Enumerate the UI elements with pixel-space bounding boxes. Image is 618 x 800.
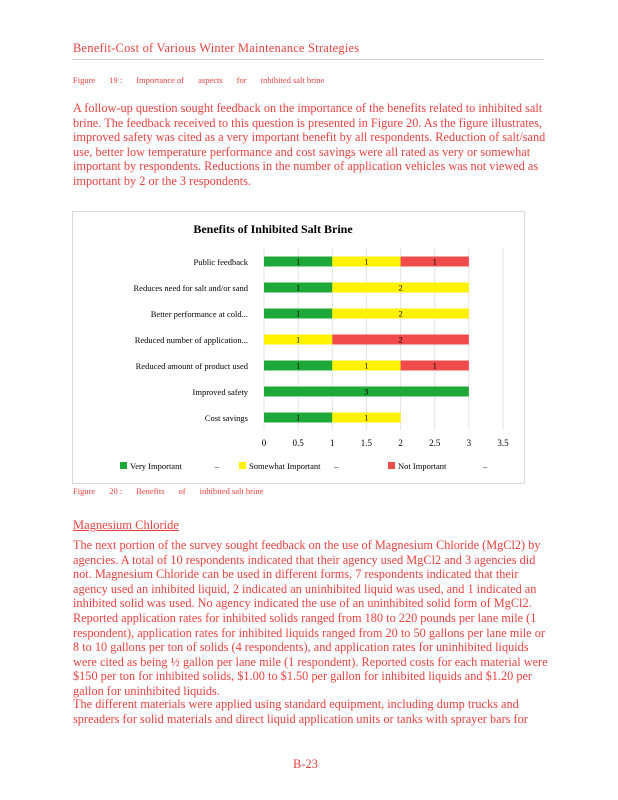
figure-number: 19 : bbox=[109, 75, 123, 85]
data-label: 1 bbox=[296, 361, 301, 371]
legend-swatch bbox=[388, 462, 395, 469]
data-label: 2 bbox=[398, 309, 403, 319]
page-header-title: Benefit-Cost of Various Winter Maintenance Strategies bbox=[73, 41, 360, 55]
caption-word: aspects bbox=[198, 75, 223, 85]
x-tick-label: 0.5 bbox=[292, 438, 304, 448]
x-tick-label: 0 bbox=[261, 438, 267, 448]
legend-swatch bbox=[120, 462, 127, 469]
legend-dash: – bbox=[483, 461, 488, 471]
category-label: Cost savings bbox=[204, 413, 248, 423]
caption-word: inhibited salt brine bbox=[199, 486, 264, 496]
legend-label: Very Important bbox=[130, 461, 182, 471]
page-number: B-23 bbox=[293, 757, 318, 771]
data-label: 2 bbox=[398, 283, 403, 293]
header-divider bbox=[72, 59, 544, 60]
figure-label: Figure bbox=[73, 486, 96, 496]
chart-title: Benefits of Inhibited Salt Brine bbox=[193, 222, 353, 236]
legend-label: Not Important bbox=[398, 461, 447, 471]
category-label: Public feedback bbox=[193, 257, 248, 267]
data-label: 2 bbox=[398, 335, 403, 345]
caption-word: for bbox=[236, 75, 247, 85]
figure-20-caption bbox=[73, 486, 277, 496]
legend-label: Somewhat Important bbox=[249, 461, 321, 471]
data-label: 1 bbox=[364, 361, 369, 371]
x-tick-label: 3 bbox=[466, 438, 472, 448]
category-label: Reduces need for salt and/or sand bbox=[133, 283, 248, 293]
data-label: 1 bbox=[364, 257, 369, 267]
figure-number: 20 : bbox=[109, 486, 123, 496]
category-label: Reduced number of application... bbox=[134, 335, 248, 345]
caption-word: inhibited salt brine bbox=[260, 75, 325, 85]
caption-word: Importance of bbox=[136, 75, 185, 85]
data-label: 1 bbox=[296, 309, 301, 319]
data-label: 1 bbox=[296, 335, 301, 345]
x-tick-label: 2 bbox=[398, 438, 403, 448]
caption-word: of bbox=[178, 486, 186, 496]
figure-19-caption bbox=[73, 75, 338, 85]
data-label: 1 bbox=[364, 413, 369, 423]
x-tick-label: 2.5 bbox=[429, 438, 441, 448]
x-tick-label: 1.5 bbox=[360, 438, 373, 448]
paragraph-magnesium-chloride: The next portion of the survey sought feedback on the use of Magnesium Chloride (MgCl2) by agencies. A total of 10 respondents indicated that their agency used MgCl2 and 3 agencies did not. Magnesium Chloride can be used in different forms, 7 respondents indicated that their agency used an inhibited liquid, 2 indicated an uninhibited liquid was used, and 1 indicated an inhibited solid was used. No agency indicated the use of an uninhibited solid form of MgCl2. Reported application rates for inhibited solids ranged from 180 to 220 pounds per lane mile (1 respondent), application rates for inhibited liquids ranged from 20 to 50 gallons per lane mile or 8 to 10 gallons per ton of solids (4 respondents), and application rates for uninhibited liquids were cited as being ½ gallon per lane mile (1 respondent). Reported costs for each material were $150 per ton for inhibited solids, $1.00 to $1.50 per gallon for inhibited liquids and $1.20 per gallon for uninhibited liquids. bbox=[73, 538, 548, 698]
legend-dash: – bbox=[334, 461, 339, 471]
category-label: Improved safety bbox=[192, 387, 248, 397]
data-label: 1 bbox=[296, 283, 301, 293]
category-label: Better performance at cold... bbox=[150, 309, 248, 319]
figure-label: Figure bbox=[73, 75, 96, 85]
x-tick-label: 3.5 bbox=[497, 438, 509, 448]
data-label: 1 bbox=[432, 257, 437, 267]
paragraph-application-equipment: The different materials were applied using standard equipment, including dump trucks and spreaders for solid materials and direct liquid application units or tanks with sprayer bars for bbox=[73, 697, 528, 726]
data-label: 3 bbox=[364, 387, 369, 397]
legend-dash: – bbox=[215, 461, 220, 471]
caption-word: Benefits bbox=[136, 486, 165, 496]
benefits-chart bbox=[72, 211, 525, 484]
x-tick-label: 1 bbox=[330, 438, 335, 448]
benefits-chart-svg bbox=[73, 212, 524, 483]
paragraph-inhibited-brine-feedback: A follow-up question sought feedback on the importance of the benefits related to inhibited salt brine. The feedback received to this question is presented in Figure 20. As the figure illustrates, improved safety was cited as a very important benefit by all respondents. Reduction of salt/sand use, better low temperature performance and cost savings were all rated as very or somewhat important by respondents. Reductions in the number of application vehicles was not viewed as important by 2 or the 3 respondents. bbox=[73, 101, 546, 188]
section-heading: Magnesium Chloride bbox=[73, 518, 179, 532]
data-label: 1 bbox=[296, 413, 301, 423]
category-label: Reduced amount of product used bbox=[135, 361, 248, 371]
legend-swatch bbox=[239, 462, 246, 469]
data-label: 1 bbox=[296, 257, 301, 267]
data-label: 1 bbox=[432, 361, 437, 371]
